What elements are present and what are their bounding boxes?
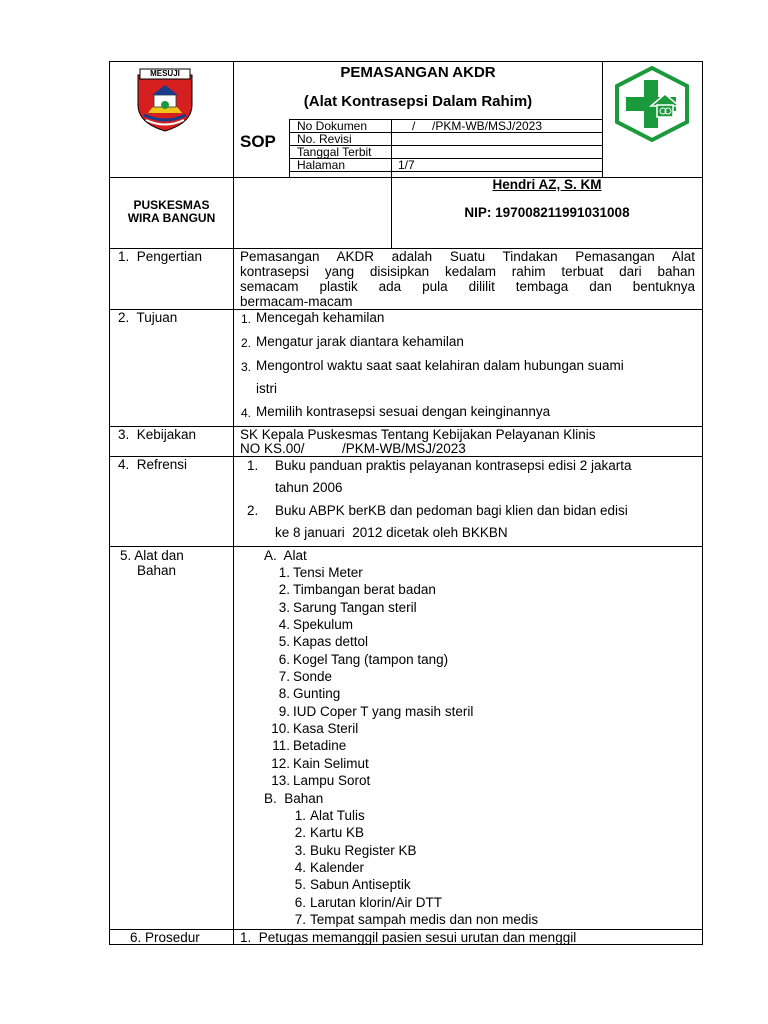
list-number: 10. (271, 720, 290, 736)
prosedur-line: 1. Petugas memanggil pasien sesui urutan dan menggil (240, 930, 577, 945)
section-label-alat-bahan: 5. Alat dan (120, 548, 184, 563)
meta-label: Tanggal Terbit (297, 145, 372, 159)
logo-label: MESUJI (150, 69, 180, 78)
document-subtitle: (Alat Kontrasepsi Dalam Rahim) (303, 93, 533, 110)
section-label-prosedur: 6. Prosedur (130, 930, 200, 945)
list-number: 3. (278, 599, 290, 615)
list-item: Buku Register KB (310, 842, 417, 858)
list-number: 1. (278, 565, 290, 580)
list-item: Alat Tulis (310, 808, 365, 823)
list-item: Mengatur jarak diantara kehamilan (256, 334, 464, 349)
kebijakan-line: NO KS.00/ /PKM-WB/MSJ/2023 (240, 441, 466, 456)
list-item: Timbangan berat badan (293, 582, 436, 598)
list-item: Kasa Steril (293, 720, 359, 736)
list-item: Memilih kontrasepsi sesuai dengan keinginannya (256, 404, 551, 419)
list-item: Mencegah kehamilan (256, 310, 385, 325)
section-label-pengertian: 1. Pengertian (118, 249, 203, 264)
list-item: Kapas dettol (293, 634, 369, 650)
list-number: 4. (278, 616, 290, 632)
meta-label: No. Revisi (297, 132, 352, 146)
list-item: Betadine (293, 738, 347, 754)
list-item: Mengontrol waktu saat saat kelahiran dalam hubungan suami (256, 358, 624, 373)
list-number: 3. (294, 842, 306, 858)
paragraph-line: Pemasangan AKDR adalah Suatu Tindakan Pemasangan Alat (240, 249, 695, 264)
puskesmas-logo (613, 66, 691, 142)
list-number: 8. (278, 686, 290, 702)
list-item: Sonde (293, 668, 333, 684)
list-number: 2. (278, 582, 290, 598)
list-item: Kartu KB (310, 825, 365, 841)
signer-name: Hendri AZ, S. KM (492, 177, 602, 192)
list-item: Tempat sampah medis dan non medis (310, 911, 539, 927)
list-item-continuation: ke 8 januari 2012 dicetak oleh BKKBN (275, 525, 508, 540)
list-number: 9. (278, 703, 290, 719)
meta-label: No Dokumen (297, 119, 368, 133)
list-item: Buku panduan praktis pelayanan kontrasepsi edisi 2 jakarta (275, 458, 632, 473)
alat-heading: A. Alat (264, 548, 307, 563)
list-item: Larutan klorin/Air DTT (310, 894, 443, 910)
list-item: Gunting (293, 686, 341, 702)
paragraph-line: semacam plastik ada pula dililit tembaga dan bentuknya (240, 279, 695, 294)
list-number: 6. (278, 651, 290, 667)
list-number: 2. (247, 503, 259, 518)
list-number: 11. (272, 738, 290, 754)
list-item: Sarung Tangan steril (293, 599, 417, 615)
list-item: Lampu Sorot (293, 772, 371, 788)
list-number: 3. (241, 360, 252, 374)
signer-nip: NIP: 197008211991031008 (464, 205, 630, 220)
list-number: 4. (294, 859, 306, 875)
document-title: PEMASANGAN AKDR (340, 64, 496, 81)
list-item: Buku ABPK berKB dan pedoman bagi klien dan bidan edisi (275, 503, 628, 518)
mesuji-regency-logo (132, 67, 198, 133)
list-number: 1. (247, 458, 259, 473)
list-number: 1. (241, 312, 252, 326)
list-number: 12. (271, 755, 290, 771)
meta-value: / /PKM-WB/MSJ/2023 (412, 119, 543, 133)
list-item: Sabun Antiseptik (310, 877, 411, 893)
list-item: Spekulum (293, 616, 354, 632)
list-number: 13. (271, 772, 290, 788)
meta-label: Halaman (297, 158, 346, 172)
list-item: Kain Selimut (293, 755, 369, 771)
meta-value: 1/7 (398, 158, 415, 172)
bahan-heading: B. Bahan (264, 791, 324, 806)
kebijakan-line: SK Kepala Puskesmas Tentang Kebijakan Pelayanan Klinis (240, 427, 596, 442)
list-item: Kogel Tang (tampon tang) (293, 651, 449, 667)
list-item: Kalender (310, 859, 365, 875)
list-number: 7. (278, 668, 290, 684)
section-label-kebijakan: 3. Kebijakan (118, 427, 197, 442)
section-label-alat-bahan-cont: Bahan (137, 563, 177, 578)
list-number: 5. (294, 877, 306, 893)
organization-name: PUSKESMAS (133, 198, 210, 212)
section-label-tujuan: 2. Tujuan (118, 310, 178, 325)
list-number: 2. (294, 825, 306, 841)
sop-label: SOP (240, 132, 276, 151)
list-item-continuation: tahun 2006 (275, 480, 343, 495)
list-number: 2. (241, 336, 252, 350)
list-item: IUD Coper T yang masih steril (293, 703, 474, 719)
list-item-continuation: istri (256, 381, 277, 396)
list-number: 1. (294, 808, 306, 823)
section-label-refrensi: 4. Refrensi (118, 457, 188, 472)
organization-unit: WIRA BANGUN (127, 211, 216, 225)
list-number: 4. (241, 406, 252, 420)
list-number: 7. (294, 911, 306, 927)
list-number: 5. (278, 634, 290, 650)
paragraph-line: kontrasepsi yang disisipkan kedalam rahim terbuat dari bahan (240, 264, 695, 279)
list-number: 6. (294, 894, 306, 910)
paragraph-line: bermacam-macam (240, 294, 353, 309)
list-item: Tensi Meter (293, 565, 363, 580)
